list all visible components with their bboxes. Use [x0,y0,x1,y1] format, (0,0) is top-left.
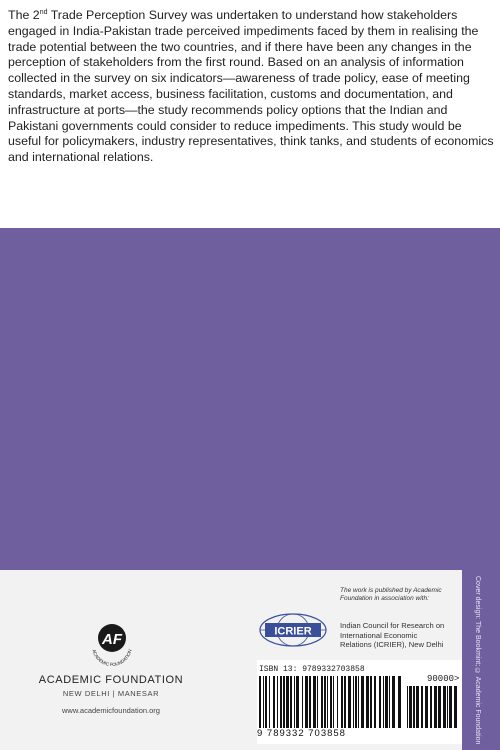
barcode-bar [434,686,437,728]
barcode-bar [449,686,452,728]
barcode-bar [324,676,326,728]
barcode-bar [309,676,311,728]
academic-foundation-logo [82,620,142,670]
barcode-bar [409,686,412,728]
svg-text:ICRIER: ICRIER [274,625,312,638]
barcode [257,660,462,744]
barcode-bar [286,676,289,728]
barcode-bar [385,676,388,728]
barcode-bar [370,676,372,728]
barcode-bar [333,676,334,728]
barcode-bar [337,676,338,728]
barcode-bar [341,676,343,728]
barcode-bar [443,686,446,728]
barcode-bar [263,676,264,728]
barcode-bar [302,676,303,728]
barcode-bar [430,686,432,728]
barcode-bar [392,676,395,728]
barcode-bar [327,676,328,728]
barcode-bar [269,676,270,728]
barcode-bar [280,676,282,728]
barcode-bar [366,676,369,728]
cover-design-credit: Cover design: The Bookmint; © Academic Foundation [474,576,481,745]
barcode-bar [265,676,267,728]
publisher-url[interactable]: www.academicfoundation.org [62,706,160,715]
barcode-bar [355,676,357,728]
barcode-digits: 9 789332 703858 [257,728,346,739]
barcode-bar [330,676,332,728]
barcode-bar [416,686,419,728]
price-barcode-bars [407,686,457,728]
barcode-bar [348,676,351,728]
barcode-bar [296,676,299,728]
blurb-ordinal-suffix: nd [39,8,48,16]
barcode-bar [313,676,316,728]
barcode-bar [344,676,346,728]
partner-name: Indian Council for Research on International Economic Relations (ICRIER), New Delhi [340,621,445,649]
barcode-bar [305,676,308,728]
barcode-bar [389,676,390,728]
back-cover-blurb [8,8,494,166]
publisher-cities: NEW DELHI | MANESAR [62,689,160,698]
barcode-bar [259,676,261,728]
barcode-bar [277,676,278,728]
svg-text:ACADEMIC FOUNDATION: ACADEMIC FOUNDATION [91,648,133,668]
purple-field [0,228,500,570]
barcode-bar [283,676,285,728]
icrier-logo [257,612,329,648]
barcode-bar [353,676,354,728]
blurb-lead: The 2 [8,8,40,22]
blurb-body: Trade Perception Survey was undertaken to understand how stakeholders engaged in India-Pakistan trade perceived impediments faced by them in realising the trade potential between the two countries, and if there have been any changes in the perception of stakeholders from the first round. Based on an analysis of information collected in the survey on six indicators—awareness of trade policy, ease of meeting standards, market access, business facilitation, customs and documentation, and infrastructure at ports—the study recommends policy options that the Indian and Pakistani governments could consider to reduce impediments. This study would be useful for policymakers, industry representatives, think tanks, and students of economics and international relations. [8,8,494,165]
price-code: 90000> [427,674,460,684]
barcode-bar [374,676,376,728]
barcode-bar [407,686,408,728]
ean-barcode-bars [259,676,405,728]
barcode-bar [398,676,401,728]
barcode-bar [438,686,441,728]
barcode-bar [273,676,275,728]
barcode-bar [421,686,423,728]
side-credit-band [462,570,500,750]
barcode-bar [383,676,384,728]
barcode-bar [321,676,323,728]
barcode-bar [413,686,415,728]
publisher-name: ACADEMIC FOUNDATION [38,674,184,686]
barcode-bar [447,686,448,728]
barcode-bar [358,676,359,728]
isbn-number: ISBN 13: 9789332703858 [259,665,365,674]
barcode-bar [361,676,364,728]
publication-note: The work is published by Academic Foundation in association with: [340,587,442,602]
blurb-panel [0,0,500,228]
svg-text:AF: AF [102,631,122,648]
barcode-bar [379,676,381,728]
barcode-bar [425,686,428,728]
barcode-bar [290,676,292,728]
barcode-bar [317,676,318,728]
barcode-bar [294,676,295,728]
barcode-bar [454,686,457,728]
